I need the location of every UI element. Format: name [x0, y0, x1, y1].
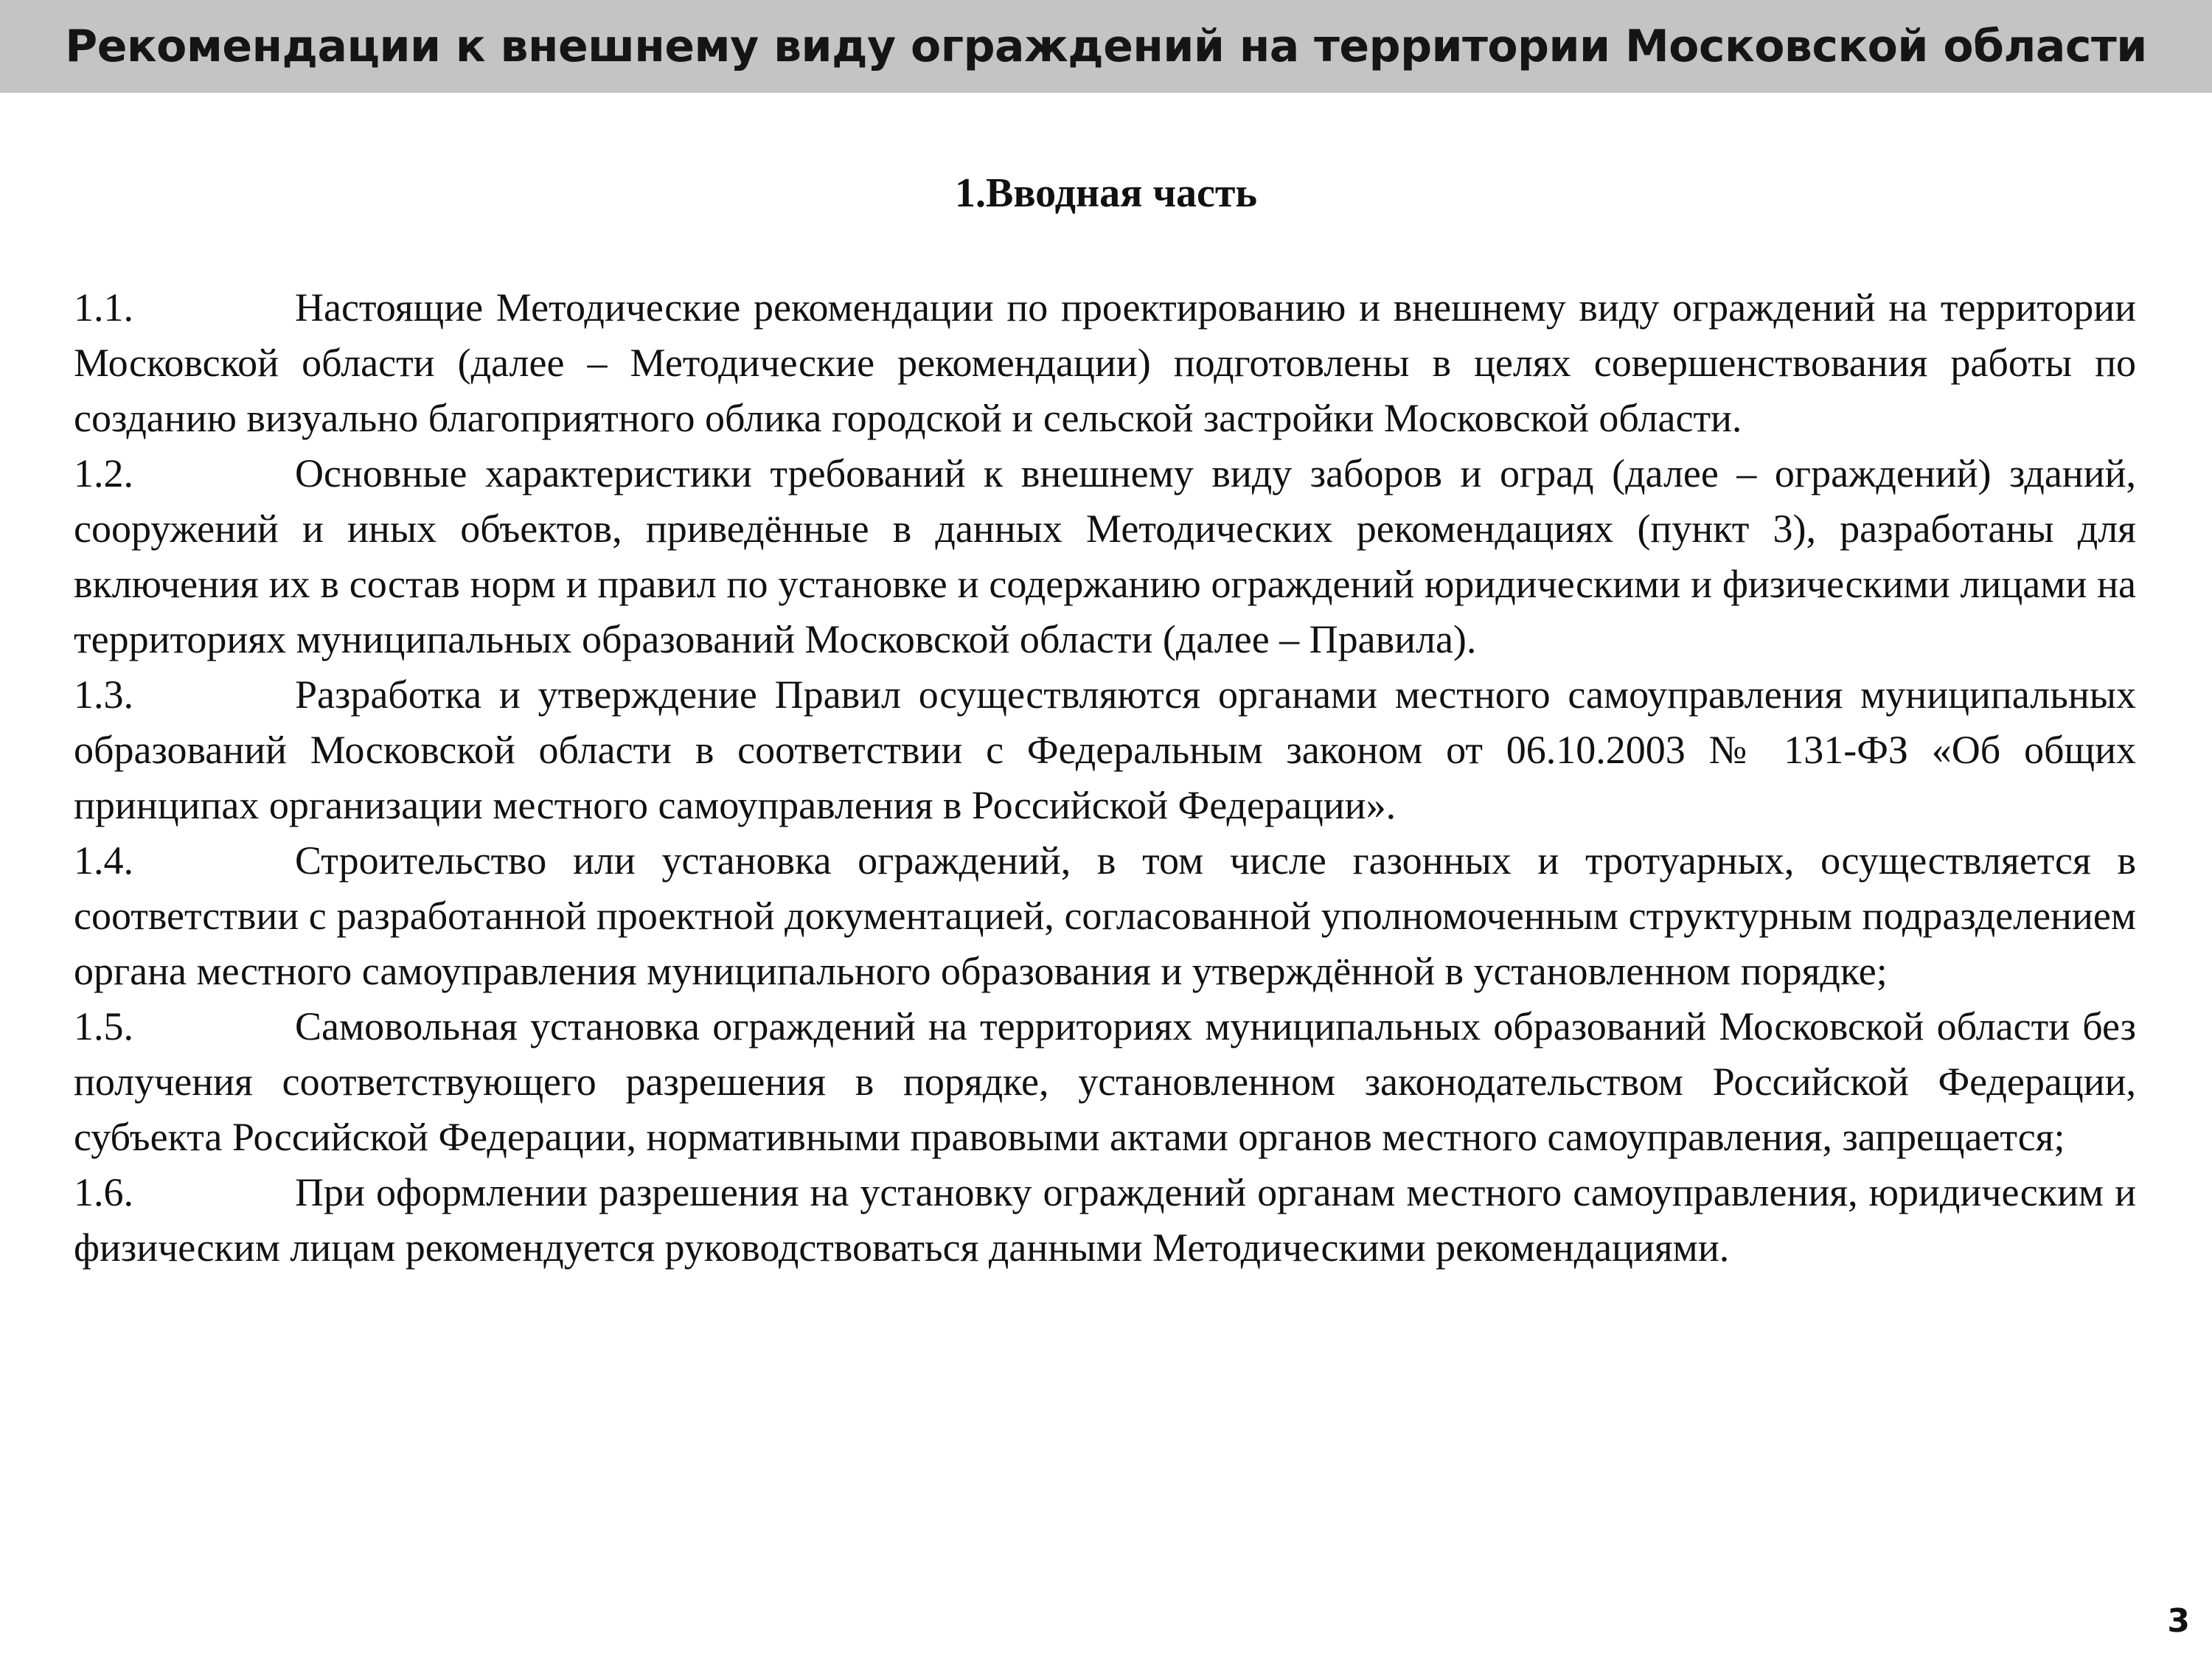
paragraph-1-5	[74, 999, 2136, 1165]
paragraph-text: При оформлении разрешения на установку ограждений органам местного самоуправления, юридическим и физическим лицам рекомендуется руководствоваться данными Методическими рекомендациями.	[74, 1170, 2136, 1270]
page-number: 3	[2167, 1602, 2190, 1640]
paragraph-number: 1.3.	[74, 672, 133, 717]
paragraph-1-4	[74, 833, 2136, 999]
section-heading: 1.Вводная часть	[954, 170, 1258, 216]
paragraph-text: Разработка и утверждение Правил осуществляются органами местного самоуправления муниципальных образований Московской области в соответствии с Федеральным законом от 06.10.2003 № 131-ФЗ «Об общих принципах организации местного самоуправления в Российской Федерации».	[74, 672, 2136, 827]
paragraph-number: 1.6.	[74, 1170, 133, 1214]
paragraph-text: Строительство или установка ограждений, в том числе газонных и тротуарных, осуществляется в соответствии с разработанной проектной документацией, согласованной уполномоченным структурным подразделением органа местного самоуправления муниципального образования и утверждённой в установленном порядке;	[74, 838, 2136, 993]
paragraph-text: Основные характеристики требований к внешнему виду заборов и оград (далее – ограждений) зданий, сооружений и иных объектов, приведённые в данных Методических рекомендациях (пункт 3), разработаны для включения их в состав норм и правил по установке и содержанию ограждений юридическими и физическими лицами на территориях муниципальных образований Московской области (далее – Правила).	[74, 451, 2136, 661]
document-body	[74, 280, 2136, 1276]
paragraph-1-6	[74, 1165, 2136, 1276]
paragraph-number: 1.2.	[74, 451, 133, 495]
paragraph-number: 1.1.	[74, 285, 133, 330]
paragraph-1-2	[74, 446, 2136, 667]
paragraph-1-3	[74, 667, 2136, 833]
paragraph-1-1	[74, 280, 2136, 446]
paragraph-text: Настоящие Методические рекомендации по проектированию и внешнему виду ограждений на территории Московской области (далее – Методические рекомендации) подготовлены в целях совершенствования работы по созданию визуально благоприятного облика городской и сельской застройки Московской области.	[74, 285, 2136, 440]
paragraph-number: 1.4.	[74, 838, 133, 883]
document-title: Рекомендации к внешнему виду ограждений на территории Московской области	[65, 21, 2147, 72]
paragraph-number: 1.5.	[74, 1004, 133, 1048]
paragraph-text: Самовольная установка ограждений на территориях муниципальных образований Московской области без получения соответствующего разрешения в порядке, установленном законодательством Российской Федерации, субъекта Российской Федерации, нормативными правовыми актами органов местного самоуправления, запрещается;	[74, 1004, 2136, 1159]
